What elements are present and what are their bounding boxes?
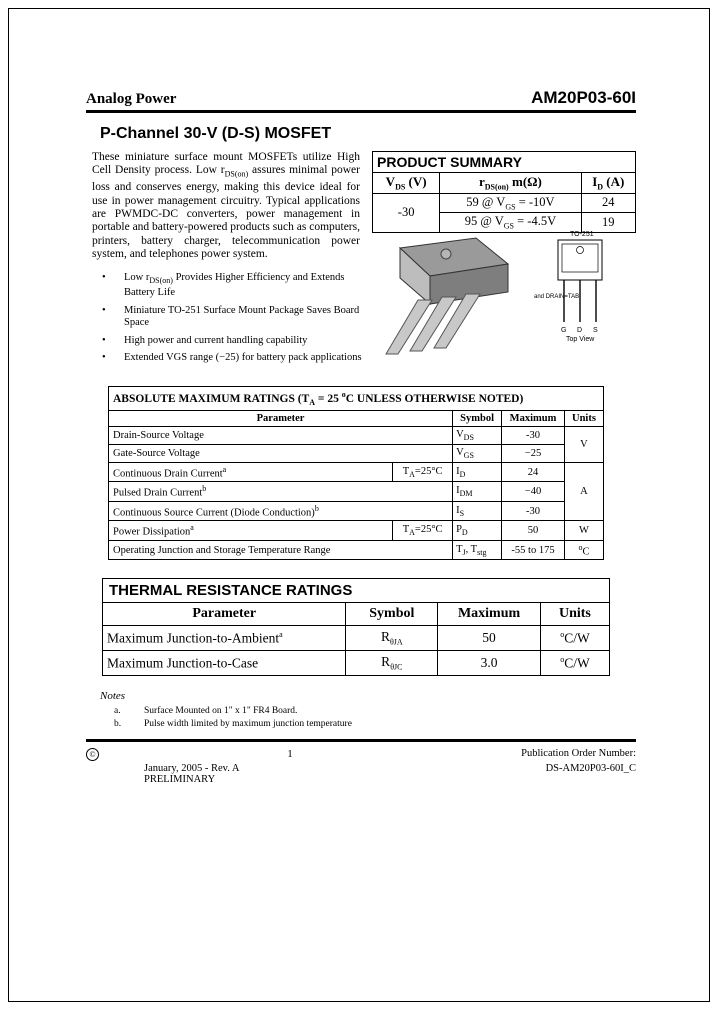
therm-title-row xyxy=(103,579,610,603)
amr-col-parameter: Parameter xyxy=(109,410,453,426)
amr-max-6: 50 xyxy=(502,521,565,541)
view-label: Top View xyxy=(566,335,595,343)
list-item xyxy=(96,352,366,365)
amr-max-7: -55 to 175 xyxy=(502,540,565,560)
product-summary-title: PRODUCT SUMMARY xyxy=(373,152,636,173)
table-row xyxy=(109,501,604,521)
amr-col-units: Units xyxy=(564,410,603,426)
intro-paragraph xyxy=(86,151,360,262)
absolute-maximum-ratings-block xyxy=(108,386,604,561)
amr-param-3: Continuous Drain Current$^a$ xyxy=(109,462,393,482)
therm-unit-1: $^o$C/W xyxy=(540,626,609,651)
therm-symbol-1: $R_{\theta JA}$ xyxy=(346,626,438,651)
feature-text-4: Extended VGS range (−25) for battery pack applications xyxy=(124,352,362,364)
note-text-b: Pulse width limited by maximum junction temperature xyxy=(144,718,352,729)
list-item xyxy=(96,305,366,330)
header-rule xyxy=(86,110,636,113)
ps-id-value-1: 24 xyxy=(581,193,635,213)
note-item xyxy=(100,706,636,716)
amr-param-4: Pulsed Drain Current$^b$ xyxy=(109,482,453,502)
pin-label-s: S xyxy=(593,326,598,334)
package-outline-drawing xyxy=(526,226,636,366)
bullet-marker: • xyxy=(102,352,106,364)
date-revision: January, 2005 - Rev. A xyxy=(144,762,240,774)
thermal-resistance-table xyxy=(102,578,610,675)
bullet-marker: • xyxy=(102,334,106,346)
amr-title: ABSOLUTE MAXIMUM RATINGS ($T_A = 25$ $^o$C UNLESS OTHERWISE NOTED) xyxy=(109,386,604,410)
amr-symbol-1: $V_{DS}$ xyxy=(453,426,502,444)
therm-unit-2: $^o$C/W xyxy=(540,651,609,676)
page-content xyxy=(86,88,636,785)
feature-text-2: Miniature TO-251 Surface Mount Package Saves Board Space xyxy=(124,304,360,329)
note-text-a: Surface Mounted on 1" x 1" FR4 Board. xyxy=(144,705,298,716)
ps-col-id: $I_D$ (A) xyxy=(581,173,635,194)
package-label-to251: TO-251 xyxy=(570,230,594,238)
table-row xyxy=(109,444,604,462)
bullet-marker: • xyxy=(102,304,106,316)
footer-bottom-row xyxy=(86,763,636,774)
thermal-title: THERMAL RESISTANCE RATINGS xyxy=(103,579,610,603)
copyright-icon: © xyxy=(86,748,99,761)
amr-cond-3: $T_A=25^\circ C$ xyxy=(393,462,453,482)
note-label-b: b. xyxy=(114,718,122,729)
page-title: P-Channel 30-V (D-S) MOSFET xyxy=(100,125,332,142)
amr-max-1: -30 xyxy=(502,426,565,444)
amr-symbol-5: $I_S$ xyxy=(453,501,502,521)
intro-part-2: assures minimal power loss and conserves energy, making this device ideal for use in power management circuitry. Typical applications are PWMDC-DC converters, power management in portable and battery-powered products such as computers, printers, battery charger, telecommunication power system, and telephones power system. xyxy=(92,164,360,261)
thermal-resistance-block xyxy=(102,578,610,675)
amr-header-row xyxy=(109,410,604,426)
ps-rdson-value-2: 95 @ $V_{GS} = -4.5V$ xyxy=(440,213,581,233)
amr-max-4: −40 xyxy=(502,482,565,502)
amr-title-row xyxy=(109,386,604,410)
bullet-marker: • xyxy=(102,271,106,283)
note-item xyxy=(100,719,636,729)
amr-param-5: Continuous Source Current (Diode Conduction)$^b$ xyxy=(109,501,453,521)
therm-col-symbol: Symbol xyxy=(346,603,438,626)
features-list xyxy=(96,272,366,370)
amr-param-6: Power Dissipation$^a$ xyxy=(109,521,393,541)
therm-max-2: 3.0 xyxy=(438,651,541,676)
table-row xyxy=(109,540,604,560)
feature-text-1: Low $r_{DS(on)}$ Provides Higher Efficiency and Extends Battery Life xyxy=(124,271,345,299)
ps-vds-value: -30 xyxy=(373,193,440,232)
amr-symbol-6: $P_D$ xyxy=(453,521,502,541)
drain-tab-note: and DRAIN=TAB xyxy=(534,293,580,300)
list-item xyxy=(96,272,366,300)
footer-rule xyxy=(86,739,636,742)
amr-symbol-2: $V_{GS}$ xyxy=(453,444,502,462)
amr-col-maximum: Maximum xyxy=(502,410,565,426)
therm-param-1: Maximum Junction-to-Ambient$^a$ xyxy=(103,626,346,651)
company-name: Analog Power xyxy=(86,91,177,107)
document-id: DS-AM20P03-60I_C xyxy=(545,762,636,774)
product-summary-table xyxy=(372,151,636,233)
ps-header-row xyxy=(373,173,636,194)
publication-order-label: Publication Order Number: xyxy=(521,747,636,759)
table-row xyxy=(109,521,604,541)
therm-col-units: Units xyxy=(540,603,609,626)
amr-max-3: 24 xyxy=(502,462,565,482)
absolute-maximum-ratings-table xyxy=(108,386,604,561)
table-row xyxy=(109,426,604,444)
amr-max-5: -30 xyxy=(502,501,565,521)
ps-title-row xyxy=(373,152,636,173)
notes-title: Notes xyxy=(100,689,126,702)
pin-label-d: D xyxy=(577,326,583,334)
amr-param-1: Drain-Source Voltage xyxy=(109,426,453,444)
amr-cond-6: $T_A=25^\circ C$ xyxy=(393,521,453,541)
ps-col-rdson: $r_{DS(on)}$ m(Ω) xyxy=(440,173,581,194)
table-row xyxy=(103,626,610,651)
table-row xyxy=(109,462,604,482)
page-header xyxy=(86,88,636,108)
therm-max-1: 50 xyxy=(438,626,541,651)
amr-unit-1: V xyxy=(564,426,603,462)
amr-max-2: −25 xyxy=(502,444,565,462)
package-graphics xyxy=(366,226,636,366)
ps-rdson-value-1: 59 @ $V_{GS} = -10V$ xyxy=(440,193,581,213)
amr-unit-7: $^o$C xyxy=(564,540,603,560)
intro-subscript: DS(on) xyxy=(224,169,249,179)
amr-unit-6: W xyxy=(564,521,603,541)
therm-header-row xyxy=(103,603,610,626)
table-row xyxy=(103,651,610,676)
ps-row-1 xyxy=(373,193,636,213)
therm-symbol-2: $R_{\theta JC}$ xyxy=(346,651,438,676)
ps-id-value-2: 19 xyxy=(581,213,635,233)
preliminary-label: PRELIMINARY xyxy=(144,773,216,785)
table-row xyxy=(109,482,604,502)
copyright-mark xyxy=(86,748,144,761)
amr-param-2: Gate-Source Voltage xyxy=(109,444,453,462)
amr-col-symbol: Symbol xyxy=(453,410,502,426)
ps-col-vds: $V_{DS}$ (V) xyxy=(373,173,440,194)
intro-part-1: These miniature surface mount MOSFETs utilize High Cell Density process. Low r xyxy=(92,151,360,177)
amr-unit-3: A xyxy=(564,462,603,521)
features-and-package-row xyxy=(86,230,636,370)
amr-symbol-4: $I_{DM}$ xyxy=(453,482,502,502)
footer-top-row xyxy=(86,748,636,761)
list-item xyxy=(96,335,366,348)
therm-col-maximum: Maximum xyxy=(438,603,541,626)
notes-section xyxy=(100,690,636,729)
pin-label-g: G xyxy=(561,326,567,334)
amr-symbol-3: $I_D$ xyxy=(453,462,502,482)
page-number: 1 xyxy=(287,747,293,760)
page-footer xyxy=(86,739,636,785)
note-label-a: a. xyxy=(114,705,121,716)
feature-text-3: High power and current handling capability xyxy=(124,334,308,346)
therm-param-2: Maximum Junction-to-Case xyxy=(103,651,346,676)
part-number: AM20P03-60I xyxy=(531,88,636,107)
amr-symbol-7: $T_J$, $T_{stg}$ xyxy=(453,540,502,560)
amr-param-7: Operating Junction and Storage Temperature Range xyxy=(109,540,453,560)
therm-col-parameter: Parameter xyxy=(103,603,346,626)
